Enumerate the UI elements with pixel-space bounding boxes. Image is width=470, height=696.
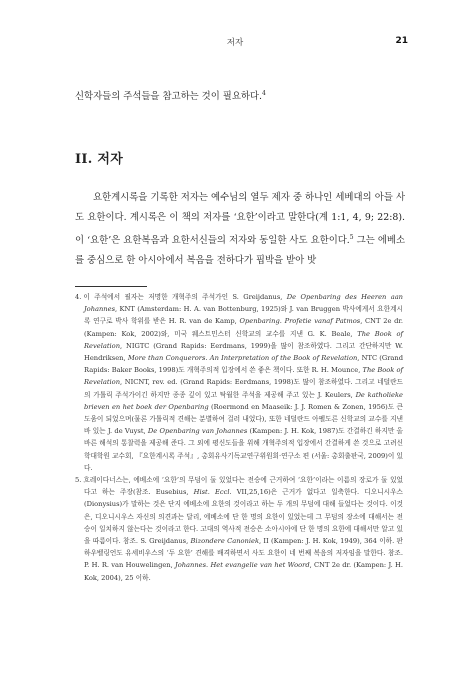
book-title: De Openbaring van Johannes <box>147 427 248 436</box>
book-title: The Book of Revelation <box>84 366 404 387</box>
book-title: Johannes. Het evangelie van het Woord <box>175 561 310 570</box>
book-title: Bizondere Canoniek <box>190 537 259 546</box>
footnote-text: , CNT 2e dr. (Kampen: Kok, 2002)와, 미국 웨스트민스터 신학교의 교수를 지낸 G. K. Beale, <box>84 317 404 338</box>
footnote-text: , NICNT, rev. ed. (Grand Rapids: Eerdmans, 1998)도 많이 참조하였다. 그리고 네덜란드의 가톨릭 주석가이긴 하지만 종종 깊이 있고 탁월한 주석을 제공해 주고 있는 J. Keulers, <box>84 378 403 399</box>
footnotes <box>75 291 403 584</box>
page-header <box>0 36 470 50</box>
footnote-text: , CNT 2e dr. (Kampen: J. H. Kok, 2004), 25 이하. <box>84 561 403 582</box>
footnote-4 <box>75 291 404 474</box>
intro-text: 신학자들의 주석들을 참고하는 것이 필요하다. <box>75 91 262 103</box>
footnote-text: , NTC (Grand Rapids: Baker Books, 1998)도 개혁주의적 입장에서 쓴 좋은 책이다. 또한 R. H. Mounce, <box>84 354 404 375</box>
body-paragraph <box>75 188 405 271</box>
footnote-ref-5[interactable]: 5 <box>349 234 354 241</box>
intro-paragraph <box>75 87 405 103</box>
book-title: De Openbaring des Heeren aan Johannes <box>84 293 403 314</box>
book-title: The Book of Revelation <box>84 329 403 350</box>
footnote-text: , II (Kampen: J. H. Kok, 1949), 364 이하. 판 하우벨링언도 유세비우스의 ‘두 요한’ 견해를 배격하면서 사도 요한이 네 번째 복음의 저자임을 말한다. 참조. P. H. R. van Houwelingen, <box>84 537 403 570</box>
footnote-number: 4. <box>75 293 82 301</box>
footnote-text: , NIGTC (Grand Rapids: Eerdmans, 1999)을 많이 참조하였다. 그리고 간단하지만 W. Hendriksen, <box>84 341 403 363</box>
footnote-ref-4[interactable]: 4 <box>261 90 266 97</box>
footnote-text: 이 주석에서 필자는 저명한 개혁주의 주석가인 S. Greijdanus, <box>83 293 287 301</box>
footnote-text: 흐레이다너스는, 에베소에 ‘요한’의 무덤이 둘 있었다는 전승에 근거하여 ‘요한’이라는 이름의 장로가 둘 있었다고 하는 주장(참조. Eusebius, <box>83 476 403 497</box>
book-title: Hist. Eccl. <box>193 488 232 497</box>
footnote-text: (Kampen: J. H. Kok, 1987)도 간결하긴 하지만 올바른 해석의 통찰력을 제공해 준다. 그 외에 평신도들을 위해 개혁주의적 입장에서 간결하게 쓴 것으로 고려신학대학원 교수회, 『요한계시록 주석』, 총회유사기독교연구위원회·연구소 편 (서울: 총회출판국, 2009)이 있다. <box>84 427 404 472</box>
footnote-text: (Roermond en Maaseik: J. J. Romen & Zonen, 1956)도 큰 도움이 되었으며(물론 가톨릭적 견해는 분별하여 걸러 내었다), 또한 네덜란드 아펠도른 신학교의 교수를 지낸 바 있는 J. de Vuyst, <box>84 402 404 436</box>
footnote-text: , KNT (Amsterdam: H. A. van Bottenburg, 1925)와 J. van Bruggen 박사에게서 요한계시록 연구로 박사 학위를 받은 H. R. van de Kamp, <box>84 305 403 326</box>
section-heading: II. 저자 <box>75 152 124 167</box>
book-title: De katholieke brieven en het boek der Openbaring <box>84 390 403 411</box>
running-title: 저자 <box>226 38 244 48</box>
body-text-main: 요한계시록을 기록한 저자는 예수님의 열두 제자 중 하나인 세베대의 아들 사도 요한이다. 계시록은 이 책의 저자를 ‘요한’이라고 말한다(계 1:1, 4, 9; 22:8). 이 ‘요한’은 요한복음과 요한서신들의 저자와 동일한 사도 요한이다. <box>75 192 405 247</box>
book-title: More than Conquerors. An Interpretation of the Book of Revelation <box>127 354 358 363</box>
footnote-number: 5. <box>75 476 82 485</box>
body-text-continued: 그는 에베소를 중심으로 한 아시아에서 복음을 전하다가 핍박을 받아 밧 <box>75 235 405 267</box>
footnote-divider <box>75 286 147 287</box>
footnote-text: VII,25,16)은 근거가 없다고 일축한다. 디오니시우스(Dionysius)가 말하는 것은 단지 에베소에 요한의 것이라고 하는 두 개의 무덤에 대해 들었다는 것이다. 이것은, 디오니시우스 자신의 의견과는 달리, 에베소에 단 한 명의 요한이 있었는데 그 무덤의 장소에 대해서는 전승이 일치하지 않는다는 것이라고 한다. 고대의 역사적 전승은 소아시아에 단 한 명의 요한에 대해서만 알고 있을 따름이다. 참조. S. Greijdanus, <box>84 488 404 546</box>
page-number: 21 <box>395 36 408 46</box>
book-title: Openbaring. Profetie vanaf Patmos <box>239 317 361 326</box>
footnote-5 <box>75 474 404 584</box>
